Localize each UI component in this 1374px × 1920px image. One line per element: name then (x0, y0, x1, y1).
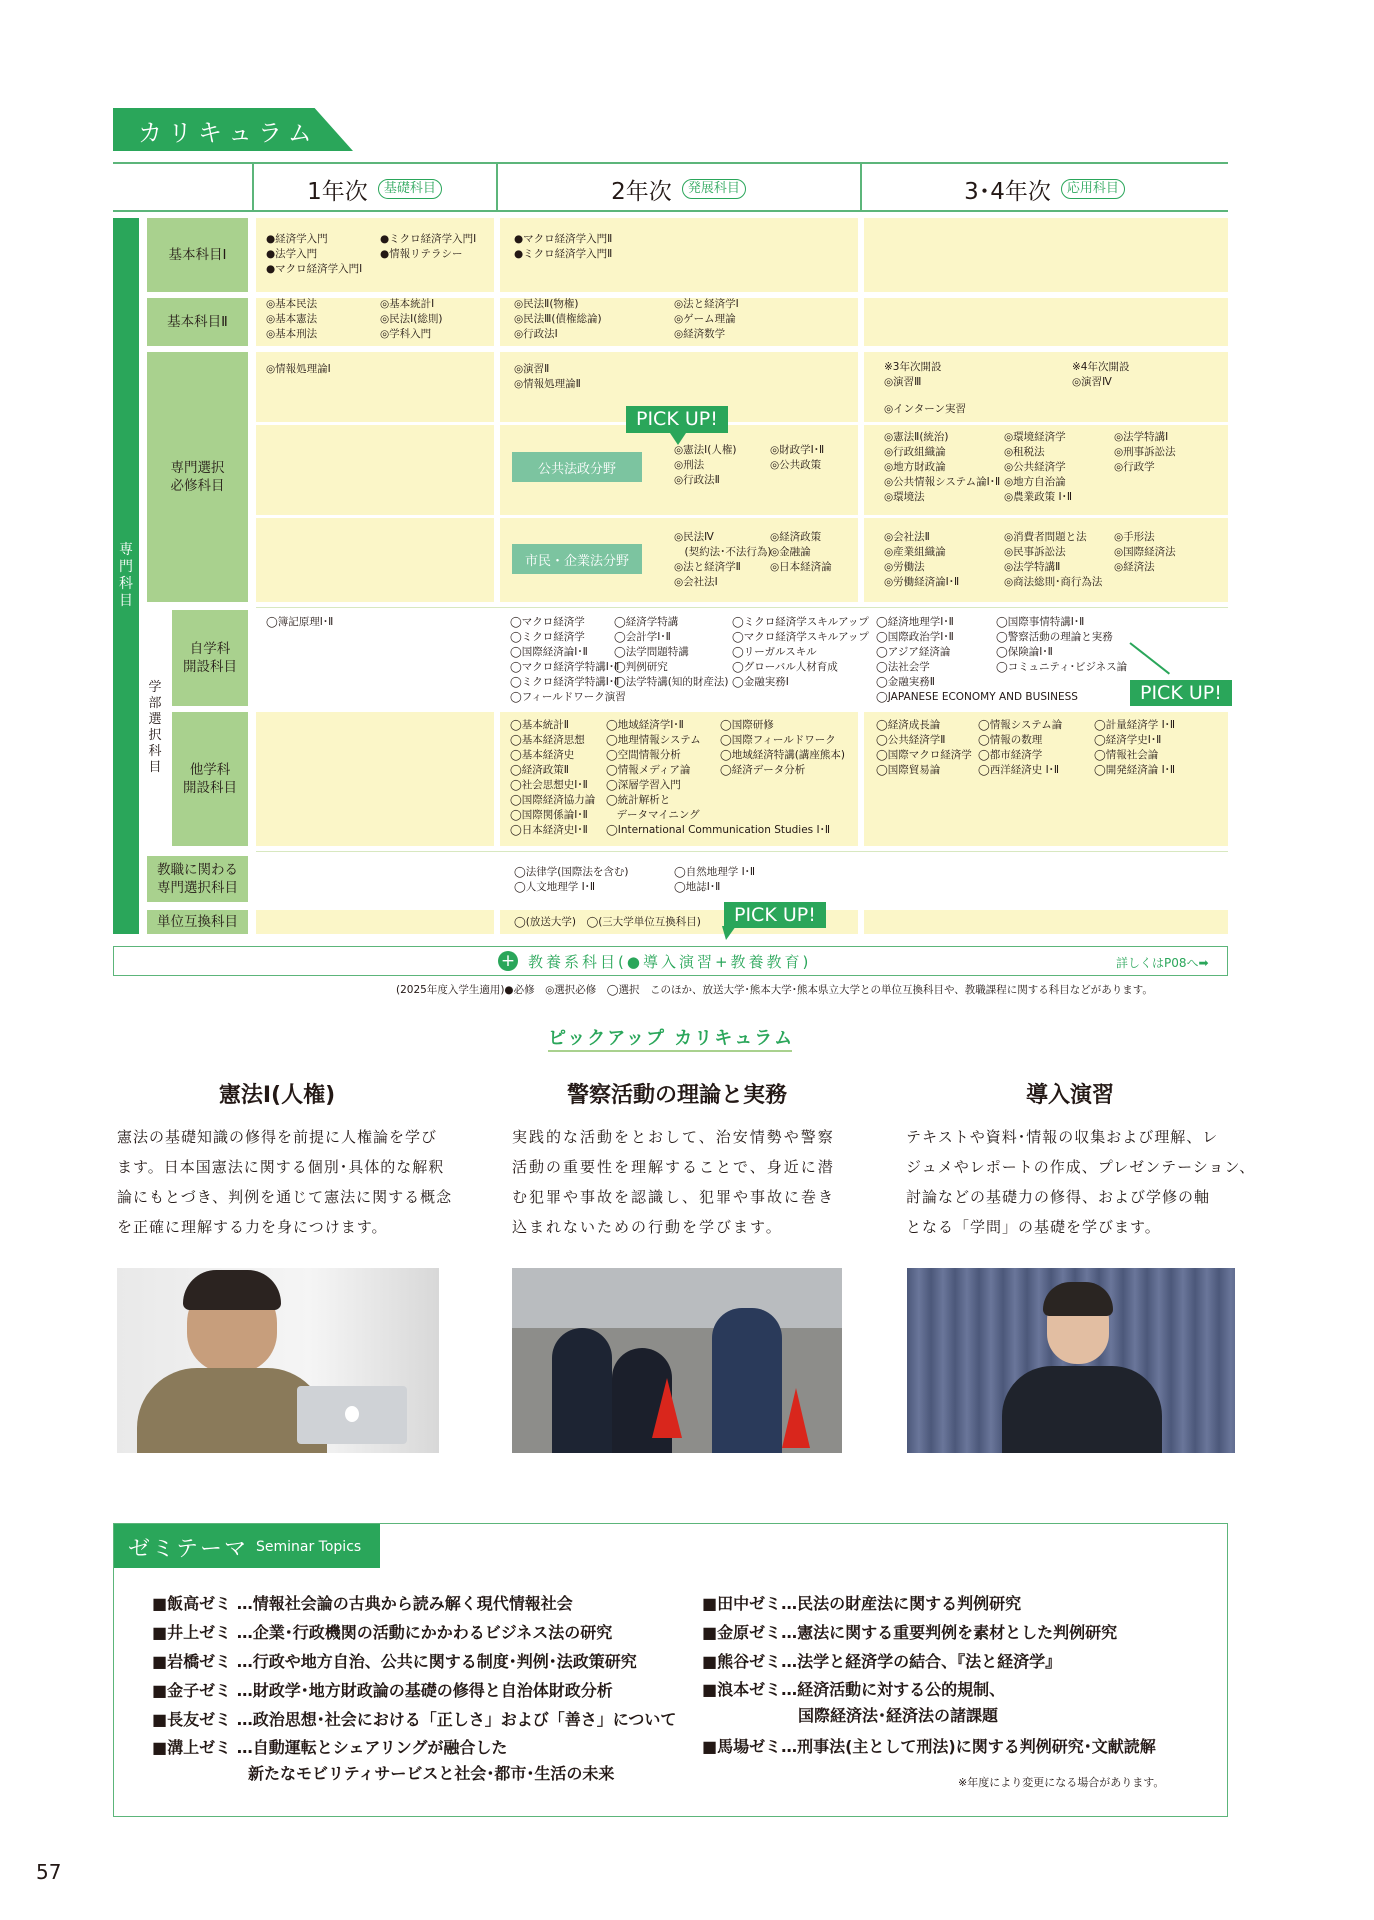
seminar-photo (907, 1268, 1235, 1453)
year-label: 3･4年次 (964, 178, 1051, 205)
course-list: ◎演習Ⅱ ◎情報処理論Ⅱ (514, 363, 581, 390)
course-list: ◯簿記原理Ⅰ･Ⅱ (266, 616, 334, 628)
pick-desc-2: 実践的な活動をとおして、治安情勢や警察 活動の重要性を理解することで、身近に潜 む犯罪や事故を認識し、犯罪や事故に巻き 込まれないための行動を学びます。 (512, 1128, 836, 1236)
course-list: ◎情報処理論Ⅰ (266, 363, 331, 375)
seminar-item: ■馬場ゼミ…刑事法(主として刑法)に関する判例研究･文献読解 (702, 1737, 1156, 1756)
seminar-item: ■田中ゼミ…民法の財産法に関する判例研究 (702, 1594, 1022, 1613)
seminar-note: ※年度により変更になる場合があります。 (958, 1776, 1165, 1789)
course-list: ◎民法Ⅱ(物権) ◎民法Ⅲ(債権総論) ◎行政法Ⅰ (514, 298, 602, 340)
pickup-badge: PICK UP! (1130, 680, 1232, 706)
lecture-photo (117, 1268, 439, 1453)
cell (864, 910, 1228, 934)
kyoyo-text: 教養系科目(●導入演習+教養教育) (528, 953, 812, 971)
cell (256, 712, 494, 846)
seminar-item: ■飯高ゼミ …情報社会論の古典から読み解く現代情報社会 (152, 1594, 573, 1613)
section-title: カリキュラム (138, 119, 318, 147)
row-label-tagaku: 他学科 開設科目 (172, 712, 248, 846)
senmon-vertical-label: 専 門 科 目 (113, 218, 139, 934)
course-list: ◯経済地理学Ⅰ･Ⅱ ◯国際政治学Ⅰ･Ⅱ ◯アジア経済論 ◯法社会学 ◯金融実務Ⅱ ◯JAPANESE ECONOMY AND BUSINESS (876, 616, 1078, 703)
title-underline (113, 162, 1228, 164)
pick-desc-1: 憲法の基礎知識の修得を前提に人権論を学び ます。日本国憲法に関する個別･具体的な解釈 論にもとづき、判例を通じて憲法に関する概念 を正確に理解する力を身につけます。 (117, 1128, 453, 1236)
seminar-item: ■井上ゼミ …企業･行政機関の活動にかかわるビジネス法の研究 (152, 1623, 613, 1642)
row-divider (256, 607, 1228, 608)
course-list: ●ミクロ経済学入門Ⅰ ●情報リテラシー (380, 233, 477, 260)
course-list: ◯地域経済学Ⅰ･Ⅱ ◯地理情報システム ◯空間情報分析 ◯情報メディア論 ◯深層学習入門 ◯統計解析と データマイニング ◯International Communication Studies Ⅰ･Ⅱ (606, 719, 831, 836)
course-list: ◯基本統計Ⅱ ◯基本経済思想 ◯基本経済史 ◯経済政策Ⅱ ◯社会思想史Ⅰ･Ⅱ ◯国際経済協力論 ◯国際関係論Ⅰ･Ⅱ ◯日本経済史Ⅰ･Ⅱ (510, 719, 596, 836)
course-list: ●マクロ経済学入門Ⅱ ●ミクロ経済学入門Ⅱ (514, 233, 613, 260)
seminar-item: ■金子ゼミ …財政学･地方財政論の基礎の修得と自治体財政分析 (152, 1681, 613, 1700)
seminar-item: ■長友ゼミ …政治思想･社会における「正しさ」および「善さ」について (152, 1710, 677, 1729)
course-list: ◯自然地理学 Ⅰ･Ⅱ ◯地誌Ⅰ･Ⅱ (674, 866, 756, 893)
seminar-item: ■浪本ゼミ…経済活動に対する公的規制、 国際経済法･経済法の諸課題 (702, 1680, 1006, 1725)
field-label-public: 公共法政分野 (512, 452, 642, 482)
cell (864, 298, 1228, 346)
pickup-heading: ピックアップ カリキュラム (548, 1028, 795, 1049)
course-list: ◎憲法Ⅱ(統治) ◎行政組織論 ◎地方財政論 ◎公共情報システム論Ⅰ･Ⅱ ◎環境法 (884, 431, 1001, 503)
course-list: ◯情報システム論 ◯情報の数理 ◯都市経済学 ◯西洋経済史 Ⅰ･Ⅱ (978, 719, 1063, 776)
course-list: ◎手形法 ◎国際経済法 ◎経済法 (1114, 531, 1176, 573)
course-list: ◎環境経済学 ◎租税法 ◎公共経済学 ◎地方自治論 ◎農業政策 Ⅰ･Ⅱ (1004, 431, 1073, 503)
pickup-badge: PICK UP! (724, 902, 826, 928)
cell (864, 218, 1228, 292)
seminar-item: ■金原ゼミ…憲法に関する重要判例を素材とした判例研究 (702, 1623, 1118, 1642)
year-tag: 応用科目 (1061, 179, 1125, 199)
gakubu-vertical-label: 学 部 選 択 科 目 (148, 679, 162, 775)
year-tag: 基礎科目 (378, 179, 442, 199)
year-header-2 (497, 171, 860, 207)
row-label-senmon-hissu: 専門選択 必修科目 (147, 352, 248, 602)
row-label-kyoshoku: 教職に関わる 専門選択科目 (147, 856, 248, 902)
pickup-pointer (722, 926, 736, 940)
header-underline (113, 210, 1228, 212)
year-tag: 発展科目 (682, 179, 746, 199)
seminar-item: ■熊谷ゼミ…法学と経済学の結合、『法と経済学』 (702, 1652, 1062, 1671)
pick-title-3: 導入演習 (1025, 1083, 1114, 1108)
seminar-item: ■岩橋ゼミ …行政や地方自治、公共に関する制度･判例･法政策研究 (152, 1652, 637, 1671)
course-list: ◯法律学(国際法を含む) ◯人文地理学 Ⅰ･Ⅱ (514, 866, 629, 893)
course-list: ◯計量経済学 Ⅰ･Ⅱ ◯経済学史Ⅰ･Ⅱ ◯情報社会論 ◯開発経済論 Ⅰ･Ⅱ (1094, 719, 1176, 776)
row-divider (256, 851, 1228, 852)
kyoyo-link[interactable]: 詳しくはP08へ➡ (1116, 956, 1209, 970)
pickup-badge: PICK UP! (626, 406, 728, 433)
course-list: ◎法学特講Ⅰ ◎刑事訴訟法 ◎行政学 (1114, 431, 1176, 473)
course-list: ◎基本統計Ⅰ ◎民法Ⅰ(総則) ◎学科入門 (380, 298, 443, 340)
course-list: ◯ミクロ経済学スキルアップ ◯マクロ経済学スキルアップ ◯リーガルスキル ◯グローバル人材育成 ◯金融実務Ⅰ (732, 616, 869, 688)
seminar-item: ■溝上ゼミ …自動運転とシェアリングが融合した 新たなモビリティサービスと社会･都市･生活の未来 (152, 1738, 615, 1783)
police-training-photo (512, 1268, 842, 1453)
row-label-tani: 単位互換科目 (147, 910, 248, 934)
course-list: ◯(放送大学) ◯(三大学単位互換科目) (514, 916, 701, 928)
course-list: ◯マクロ経済学 ◯ミクロ経済学 ◯国際経済論Ⅰ･Ⅱ ◯マクロ経済学特講Ⅰ･Ⅱ ◯ミクロ経済学特講Ⅰ･Ⅱ ◯フィールドワーク演習 (510, 616, 626, 703)
course-list: ◎経済政策 ◎金融論 ◎日本経済論 (770, 531, 832, 573)
legend-note: (2025年度入学生適用)●必修 ◎選択必修 ◯選択 このほか、放送大学･熊本大学･熊本県立大学との単位互換科目や、教職課程に関する科目などがあります。 (396, 984, 1153, 996)
cell (256, 425, 494, 515)
plus-icon: + (498, 951, 518, 971)
course-list: ◎会社法Ⅱ ◎産業組織論 ◎労働法 ◎労働経済論Ⅰ･Ⅱ (884, 531, 960, 588)
cell (256, 518, 494, 602)
year-label: 1年次 (307, 178, 368, 205)
course-list: ◯国際研修 ◯国際フィールドワーク ◯地域経済特講(講座熊本) ◯経済データ分析 (720, 719, 845, 776)
row-label-kihon2: 基本科目Ⅱ (147, 298, 248, 346)
course-list: ※3年次開設 ◎演習Ⅲ (884, 361, 942, 388)
course-list: ◎基本民法 ◎基本憲法 ◎基本刑法 (266, 298, 318, 340)
course-list: ◎憲法Ⅰ(人権) ◎刑法 ◎行政法Ⅱ (674, 444, 737, 486)
year-header-3 (861, 171, 1228, 207)
course-list: ◯経済成長論 ◯公共経済学Ⅱ ◯国際マクロ経済学 ◯国際貿易論 (876, 719, 972, 776)
course-list: ●経済学入門 ●法学入門 ●マクロ経済学入門Ⅰ (266, 233, 363, 275)
year-header-1 (253, 171, 496, 207)
course-list: ◎インターン実習 (884, 403, 967, 415)
seminar-subtitle: Seminar Topics (256, 1539, 362, 1555)
course-list: ◎消費者問題と法 ◎民事訴訟法 ◎法学特講Ⅱ ◎商法総則･商行為法 (1004, 531, 1103, 588)
page-number: 57 (36, 1860, 62, 1884)
pick-desc-3: テキストや資料･情報の収集および理解、レ ジュメやレポートの作成、プレゼンテーション、 討論などの基礎力の修得、および学修の軸 となる「学問」の基礎を学びます。 (906, 1128, 1256, 1236)
pickup-heading-underline (548, 1050, 792, 1052)
course-list: ◎法と経済学Ⅰ ◎ゲーム理論 ◎経済数学 (674, 298, 739, 340)
cell (256, 910, 494, 934)
course-list: ◎民法Ⅳ (契約法･不法行為) ◎法と経済学Ⅱ ◎会社法Ⅰ (674, 531, 772, 588)
course-list: ◎財政学Ⅰ･Ⅱ ◎公共政策 (770, 444, 825, 471)
pick-title-1: 憲法Ⅰ(人権) (218, 1083, 336, 1108)
year-label: 2年次 (611, 178, 672, 205)
course-list: ◯国際事情特講Ⅰ･Ⅱ ◯警察活動の理論と実務 ◯保険論Ⅰ･Ⅱ ◯コミュニティ･ビジネス論 (996, 616, 1128, 673)
row-label-jigaku: 自学科 開設科目 (172, 610, 248, 706)
pick-title-2: 警察活動の理論と実務 (566, 1083, 787, 1108)
course-list: ※4年次開設 ◎演習Ⅳ (1072, 361, 1130, 388)
field-label-civil: 市民・企業法分野 (512, 544, 642, 574)
pickup-pointer-line (1129, 642, 1170, 674)
seminar-title: ゼミテーマ (128, 1537, 249, 1562)
row-label-kihon1: 基本科目Ⅰ (147, 218, 248, 292)
course-list: ◯経済学特講 ◯会計学Ⅰ･Ⅱ ◯法学問題特講 ◯判例研究 ◯法学特講(知的財産法) (614, 616, 729, 688)
